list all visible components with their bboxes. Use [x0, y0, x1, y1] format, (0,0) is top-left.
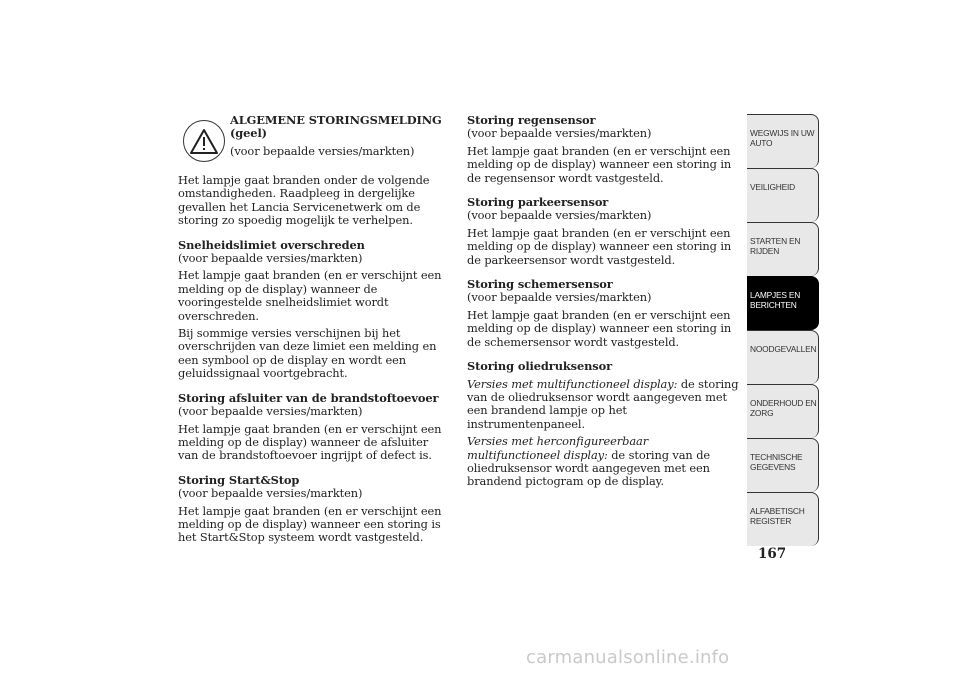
section-heading: Storing parkeersensor: [467, 195, 609, 210]
section-note: (voor bepaalde versies/markten): [178, 251, 363, 266]
intro-paragraph: Het lampje gaat branden onder de volgende omstandigheden. Raadpleeg in dergelijke gevallen het Lancia Servicenetwerk om de storing zo spoedig mogelijk te verhelpen.: [178, 173, 430, 228]
watermark: carmanualsonline.info: [526, 647, 730, 668]
section-paragraph: Het lampje gaat branden (en er verschijnt een melding op de display) wanneer een storing is het Start&Stop systeem wordt vastgesteld.: [178, 503, 442, 545]
section-note: (voor bepaalde versies/markten): [467, 208, 652, 223]
section-paragraph: Het lampje gaat branden (en er verschijnt een melding op de display) wanneer een storing in de parkeersensor wordt vastgesteld.: [467, 225, 732, 267]
section-paragraph: Het lampje gaat branden (en er verschijnt een melding op de display) wanneer een storing in de schemersensor wordt vastgesteld.: [467, 307, 732, 349]
tab-noodgevallen[interactable]: NOODGEVALLEN: [747, 330, 819, 384]
section-heading: Storing schemersensor: [467, 277, 613, 292]
section-paragraph: Bij sommige versies verschijnen bij het overschrijden van deze limiet een melding en een symbool op de display en wordt een geluidssignaal voortgebracht.: [178, 326, 437, 381]
tab-wegwijs[interactable]: WEGWIJS IN UW AUTO: [747, 114, 819, 168]
oil-rest-1: de storing van de oliedruksensor wordt aangegeven met een brandend lampje op het instrumentenpaneel.: [467, 376, 739, 431]
tab-veiligheid[interactable]: VEILIGHEID: [747, 168, 819, 222]
warning-triangle-icon: [183, 120, 225, 162]
right-column: [467, 114, 739, 489]
section-paragraph: Het lampje gaat branden (en er verschijnt een melding op de display) wanneer de afsluiter van de brandstoftoevoer ingrijpt of defect is.: [178, 421, 442, 463]
section-heading: Storing Start&Stop: [178, 472, 300, 487]
page-number: 167: [758, 546, 787, 562]
section-note: (voor bepaalde versies/markten): [467, 126, 652, 141]
section-note: (voor bepaalde versies/markten): [178, 404, 363, 419]
section-heading: Storing oliedruksensor: [467, 359, 613, 374]
warning-subtitle: (geel): [230, 126, 267, 141]
oil-rest-2: de storing van de oliedruksensor wordt aangegeven met een brandend pictogram op de display.: [467, 447, 711, 489]
tab-alfabetisch[interactable]: ALFABETISCH REGISTER: [747, 492, 819, 546]
section-note: (voor bepaalde versies/markten): [178, 486, 363, 501]
warning-note: (voor bepaalde versies/markten): [230, 143, 415, 158]
tab-technische[interactable]: TECHNISCHE GEGEVENS: [747, 438, 819, 492]
section-paragraph: Het lampje gaat branden (en er verschijnt een melding op de display) wanneer de vooringestelde snelheidslimiet wordt overschreden.: [178, 268, 442, 323]
oil-lead-1: Versies met multifunctioneel display:: [467, 376, 678, 391]
oil-lead-2: Versies met herconfigureerbaar multifunctioneel display:: [467, 434, 649, 462]
section-paragraph: Het lampje gaat branden (en er verschijnt een melding op de display) wanneer een storing in de regensensor wordt vastgesteld.: [467, 143, 732, 185]
tab-onderhoud[interactable]: ONDERHOUD EN ZORG: [747, 384, 819, 438]
oil-paragraph-2: [467, 435, 739, 489]
oil-paragraph-1: [467, 378, 739, 432]
section-heading: Storing afsluiter van de brandstoftoevoer: [178, 390, 439, 405]
section-heading: Snelheidslimiet overschreden: [178, 237, 365, 252]
tab-lampjes-active[interactable]: LAMPJES EN BERICHTEN: [747, 276, 819, 330]
tab-starten[interactable]: STARTEN EN RIJDEN: [747, 222, 819, 276]
section-note: (voor bepaalde versies/markten): [467, 290, 652, 305]
general-warning-block: [178, 114, 450, 174]
warning-title: ALGEMENE STORINGSMELDING: [230, 113, 442, 127]
section-heading: Storing regensensor: [467, 113, 596, 127]
chapter-tabs: [747, 114, 819, 546]
left-column: [178, 114, 450, 545]
